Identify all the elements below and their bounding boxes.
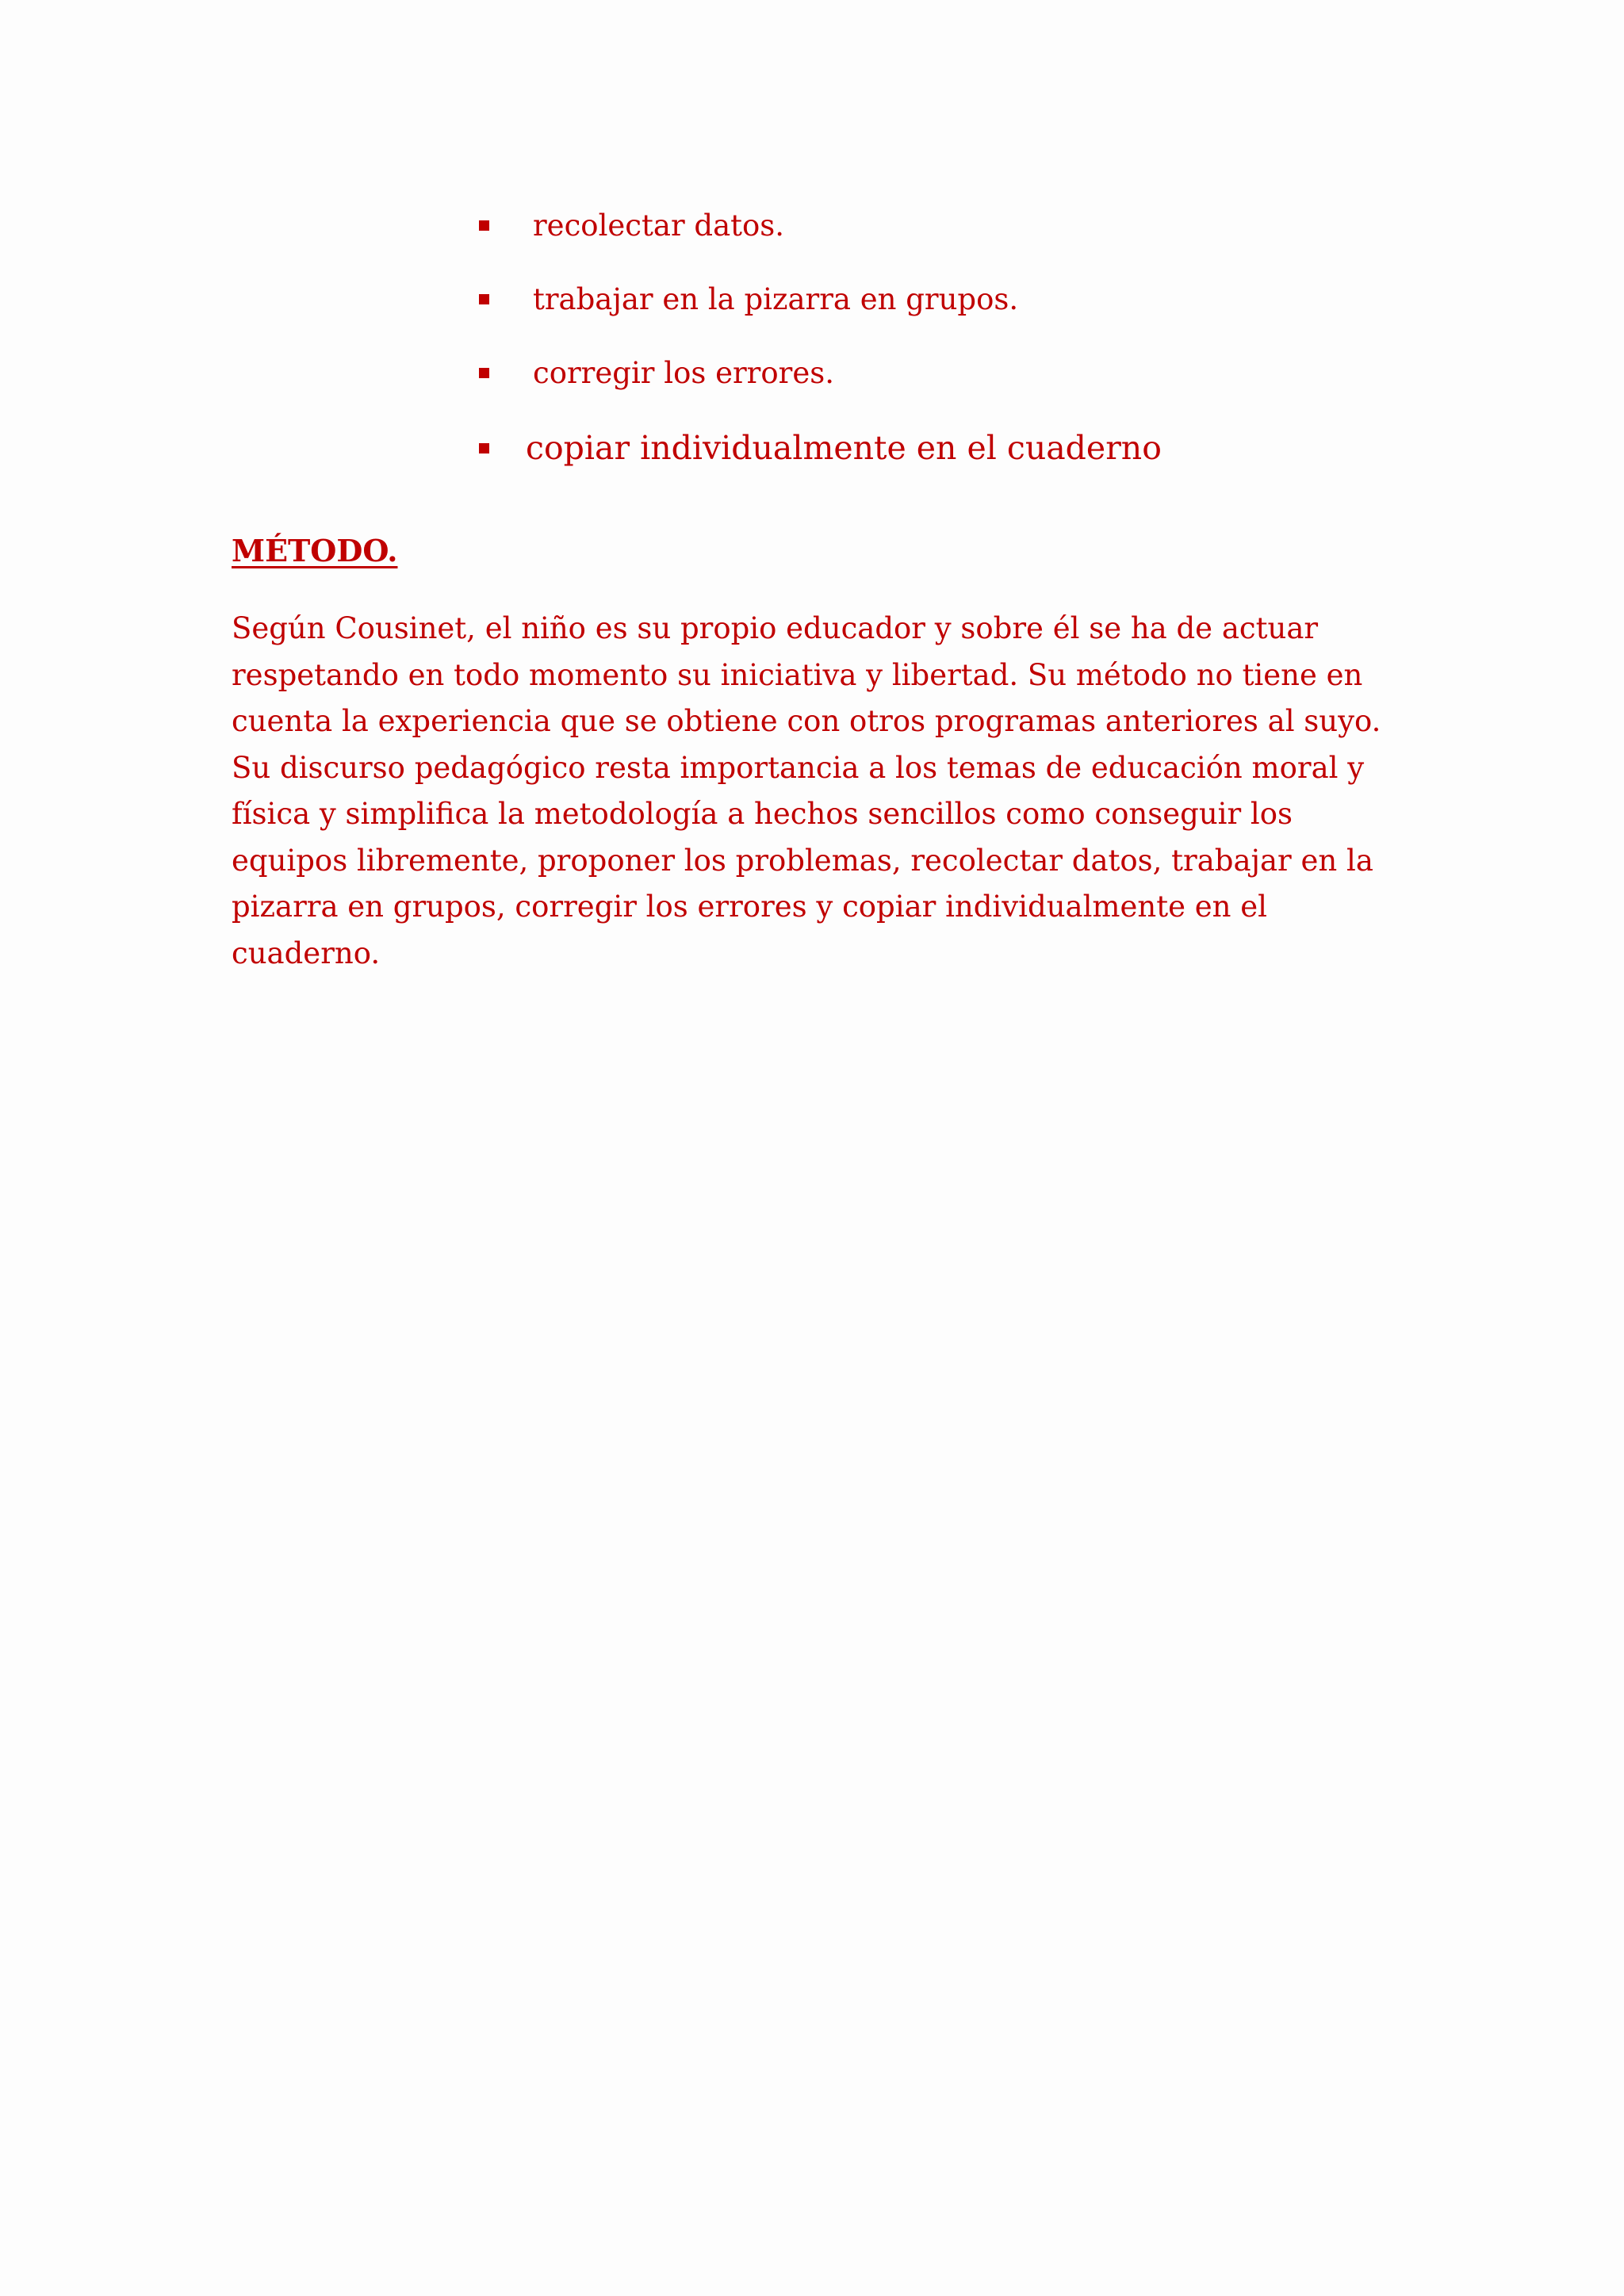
square-bullet-icon xyxy=(479,220,489,231)
list-item-text: corregir los errores. xyxy=(533,356,834,390)
square-bullet-icon xyxy=(479,294,489,304)
list-item-text: trabajar en la pizarra en grupos. xyxy=(533,282,1019,316)
list-item xyxy=(479,262,1162,336)
square-bullet-icon xyxy=(479,443,489,453)
list-item-text: copiar individualmente en el cuaderno xyxy=(526,428,1162,467)
section-heading: MÉTODO. xyxy=(232,533,398,568)
list-item xyxy=(479,410,1162,486)
square-bullet-icon xyxy=(479,368,489,378)
list-item xyxy=(479,189,1162,262)
body-paragraph: Según Cousinet, el niño es su propio educador y sobre él se ha de actuar respetando en todo momento su iniciativa y libertad. Su método no tiene en cuenta la experiencia que se obtiene con otros programas anteriores al suyo. Su discurso pedagógico resta importancia a los temas de educación moral y física y simplifica la metodología a hechos sencillos como conseguir los equipos libremente, proponer los problemas, recolectar datos, trabajar en la pizarra en grupos, corregir los errores y copiar individualmente en el cuaderno. xyxy=(232,611,1381,970)
list-item xyxy=(479,336,1162,410)
bullet-list xyxy=(479,189,1162,486)
list-item-text: recolectar datos. xyxy=(533,209,785,243)
